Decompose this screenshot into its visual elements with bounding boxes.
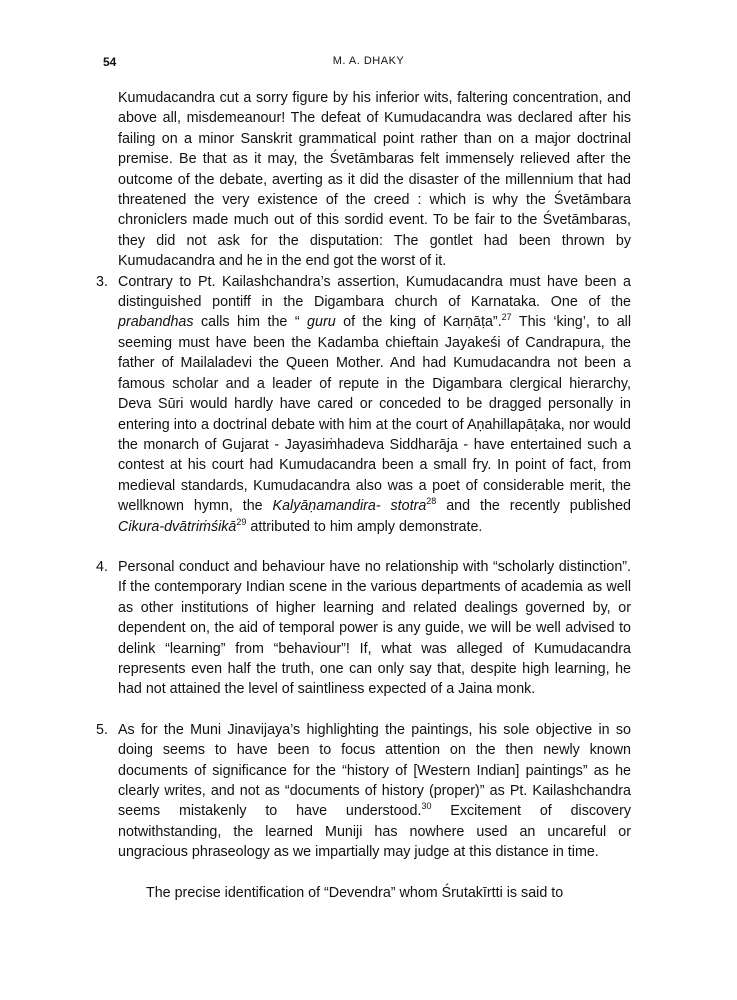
- spacer: [118, 537, 631, 557]
- text-run: As for the Muni Jinavijaya’s highlighting the paintings, his sole objective in so doing seems to have been to focus attention on the then newly known documents of significance for the “history of [Western Indian] paintings” as he clearly writes, and not as “documents of history (proper)” as Pt. Kailashchandra seems mistakenly to have understood.: [118, 721, 631, 820]
- spacer: [118, 863, 631, 883]
- item-text: [118, 720, 631, 863]
- text-run: calls him the “: [193, 314, 308, 331]
- item-number: 3.: [96, 273, 108, 290]
- footnote-ref: 28: [426, 496, 437, 507]
- footnote-ref: 30: [421, 801, 432, 812]
- body-text: [96, 88, 632, 903]
- text-run: This ‘king’, to all seeming must have been the Kadamba chieftain Jayakeśi of Candrapura, the father of Mailaladevi the Queen Mother. And had Kumudacandra not been a famous scholar and a leader of repute in the Digambara clergical hierarchy, Deva Sūri would hardly have cared or conceded to be dragged personally in entering into a doctrinal debate with him at the court of Aṇahillapāṭaka, nor would the monarch of Gujarat - Jayasiṁhadeva Siddharāja - have entertained such a contest at his court had Kumudacandra been a small fry. In point of fact, from medieval standards, Kumudacandra also was a poet of considerable merit, the wellknown hymn, the: [118, 314, 632, 515]
- text-run: and the recently published: [436, 498, 631, 515]
- footnote-ref: 27: [501, 312, 512, 323]
- italic-term: Kalyāṇamandira- stotra: [272, 498, 427, 515]
- item-text: [118, 272, 631, 537]
- item-number: 4.: [96, 558, 108, 575]
- final-paragraph: The precise identification of “Devendra” whom Śrutakīrtti is said to: [146, 884, 564, 901]
- footnote-ref: 29: [236, 516, 247, 527]
- running-head: M. A. DHAKY: [332, 55, 405, 67]
- text-run: attributed to him amply demonstrate.: [246, 518, 483, 535]
- item-text: Personal conduct and behaviour have no relationship with “scholarly distinction”. If the contemporary Indian scene in the various departments of academia as well as other institutions of higher learning and related dealings governed by, or dependent on, the aid of temporal power is any guide, we will be well advised to delink “learning” from “behaviour”! If, what was alleged of Kumudacandra represents even half the truth, one can only say that, despite high learning, he had not attained the level of saintliness expected of a Jaina monk.: [118, 558, 631, 698]
- numbered-item-3: [96, 272, 632, 537]
- continuation-paragraph: Kumudacandra cut a sorry figure by his inferior wits, faltering concentration, and above all, misdemeanour! The defeat of Kumudacandra was declared after his failing on a minor Sanskrit grammatical point rather than on a major doctrinal premise. Be that as it may, the Śvetāmbaras felt immensely relieved after the outcome of the debate, averting as it did the disaster of the millennium that had threatened the very existence of the creed : which is why the Śvetāmbara chroniclers made much out of this sordid event. To be fair to the Śvetāmbaras, they did not ask for the disputation: The gontlet had been thrown by Kumudacandra and he in the end got the worst of it.: [118, 90, 631, 270]
- italic-term: prabandhas: [118, 314, 194, 331]
- page-header: [0, 55, 737, 75]
- text-run: Contrary to Pt. Kailashchandra’s assertion, Kumudacandra must have been a distinguished pontiff in the Digambara church of Karnataka. One of the: [118, 273, 631, 311]
- numbered-item-4: [96, 557, 631, 700]
- text-run: Excitement of discovery notwithstanding, the learned Muniji has nowhere used an uncareful or ungracious phraseology as we impartially may judge at this distance in time.: [118, 803, 631, 861]
- item-number: 5.: [96, 721, 108, 738]
- italic-term: guru: [307, 314, 336, 331]
- spacer: [118, 700, 631, 720]
- italic-term: Cikura-dvātriṁśikā: [118, 518, 237, 535]
- page-number: 54: [103, 55, 117, 69]
- numbered-item-5: [96, 720, 631, 863]
- text-run: of the king of Karṇāṭa”.: [335, 314, 502, 331]
